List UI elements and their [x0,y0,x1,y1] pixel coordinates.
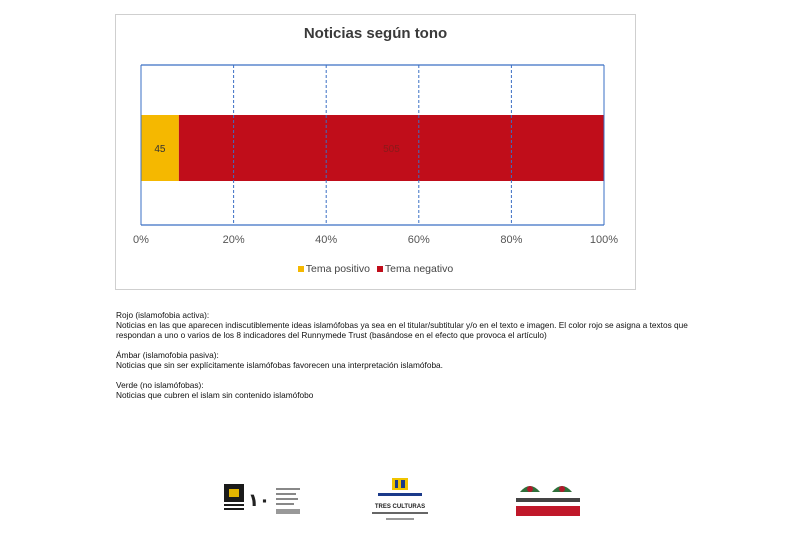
legend-swatch-positive [298,266,304,272]
stacked-bar-chart [116,15,637,255]
x-tick-label-5: 100% [589,234,619,246]
note-amber-body: Noticias que sin ser explícitamente islamófobas favorecen una interpretación islamófoba. [116,360,443,370]
note-red-body: Noticias en las que aparecen indiscutiblemente ideas islamófobas ya sea en el titular/subtitular y/o en el texto e imagen. El color rojo se asigna a textos que respondan a uno o varios de los 8 indicadores del Runnymede Trust (basándose en el efecto que provoca el artículo) [116,320,688,340]
note-amber [116,350,716,370]
x-tick-label-0: 0% [133,234,149,246]
color-legend-notes [116,310,716,410]
note-red-heading: Rojo (islamofobia activa): [116,310,210,320]
tres-culturas-logo [362,476,438,524]
casa-arabe-logo [224,484,304,524]
x-tick-label-2: 40% [315,234,338,246]
chart-panel [115,14,636,290]
x-tick-label-3: 60% [407,234,430,246]
note-green [116,380,716,400]
x-tick-label-4: 80% [500,234,523,246]
data-label-0: 45 [154,144,166,155]
legend-label-positive: Tema positivo [305,263,370,275]
chart-title: Noticias según tono [303,25,448,42]
svg-text:TRES CULTURAS: TRES CULTURAS [374,504,426,510]
note-green-body: Noticias que cubren el islam sin contenido islamófobo [116,390,314,400]
legend-item-positive [298,263,370,275]
note-green-heading: Verde (no islamófobas): [116,380,204,390]
fundacion-euroarabe-logo [514,480,582,522]
legend-label-negative: Tema negativo [384,263,454,275]
legend-item-negative [377,263,453,275]
svg-text:١٠: ١٠ [248,490,270,511]
note-amber-heading: Ámbar (islamofobia pasiva): [116,350,219,360]
note-red [116,310,716,340]
data-label-1: 505 [383,144,400,155]
x-tick-label-1: 20% [222,234,245,246]
chart-legend [116,263,635,275]
legend-swatch-negative [377,266,383,272]
